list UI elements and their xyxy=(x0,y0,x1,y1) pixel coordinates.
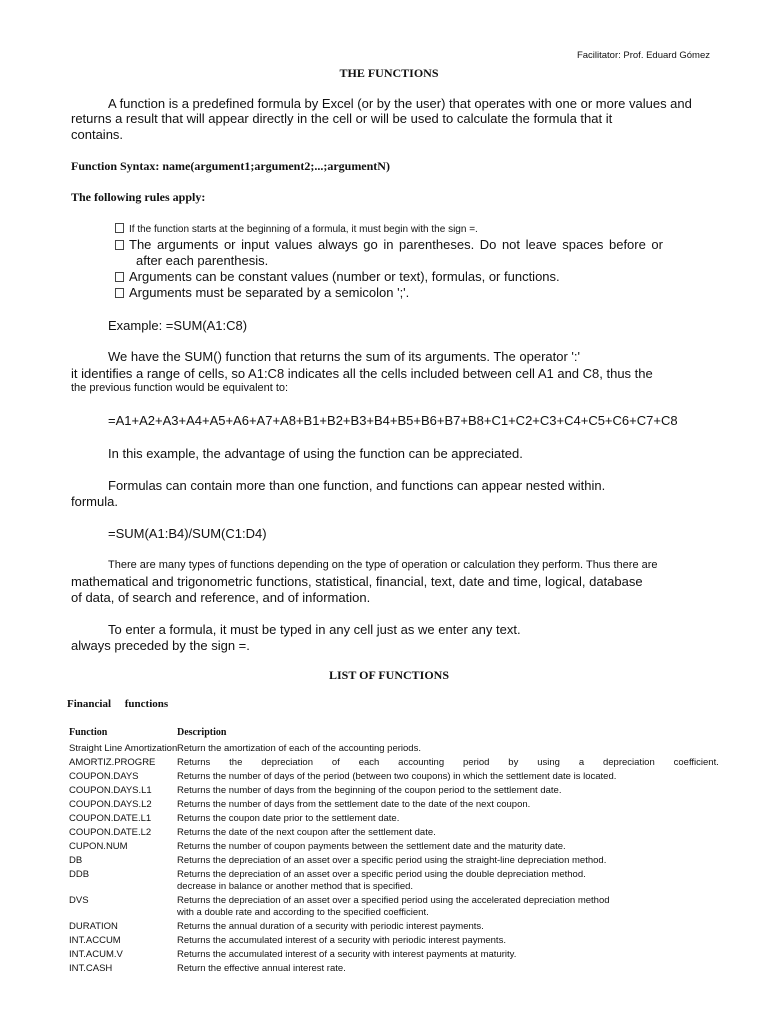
function-description: Returns the depreciation of an asset over a specific period using the straight-line depreciation method. xyxy=(177,855,607,866)
expanded-formula: =A1+A2+A3+A4+A5+A6+A7+A8+B1+B2+B3+B4+B5+B6+B7+B8+C1+C2+C3+C4+C5+C6+C7+C8 xyxy=(108,413,678,428)
rule-2-word: not xyxy=(501,237,521,252)
function-description: Returns the coupon date prior to the settlement date. xyxy=(177,813,400,824)
checkbox-bullet-icon xyxy=(115,272,124,282)
checkbox-bullet-icon xyxy=(115,223,124,233)
function-description: Returns the accumulated interest of a security with periodic interest payments. xyxy=(177,935,506,946)
description-word: each xyxy=(358,757,380,768)
function-name: INT.ACUM.V xyxy=(69,949,123,960)
function-description: Returns the depreciation of an asset over a specified period using the accelerated depreciation method xyxy=(177,895,610,906)
function-description: Returns the date of the next coupon after the settlement date. xyxy=(177,827,436,838)
intro-line-1: A function is a predefined formula by Excel (or by the user) that operates with one or more values and xyxy=(108,96,692,111)
sum-line-2: it identifies a range of cells, so A1:C8 indicates all the cells included between cell A1 and C8, thus the xyxy=(71,366,653,381)
description-word: the xyxy=(229,757,243,768)
description-word: depreciation xyxy=(602,757,655,768)
rules-heading: The following rules apply: xyxy=(71,190,206,204)
table-body xyxy=(69,743,719,975)
description-word: coefficient. xyxy=(673,757,719,768)
description-word: accounting xyxy=(398,757,445,768)
rule-2-word: leave xyxy=(525,237,557,252)
nested-line-2: formula. xyxy=(71,494,118,509)
functions-table xyxy=(69,727,719,975)
rule-2-word: The xyxy=(129,237,152,252)
enter-line-2: always preceded by the sign =. xyxy=(71,638,250,653)
function-name: CUPON.NUM xyxy=(69,841,128,852)
page-title: THE FUNCTIONS xyxy=(339,66,439,80)
rule-2-word: before xyxy=(608,237,646,252)
table-row xyxy=(69,855,719,867)
rule-2-word: spaces xyxy=(562,237,604,252)
description-word: period xyxy=(463,757,490,768)
function-name: INT.ACCUM xyxy=(69,935,121,946)
function-description-cont: with a double rate and according to the specified coefficient. xyxy=(177,907,429,918)
function-description: Returns the accumulated interest of a security with interest payments at maturity. xyxy=(177,949,517,960)
rule-item-1: If the function starts at the beginning of a formula, it must begin with the sign =. xyxy=(115,223,478,235)
sum-line-3: the previous function would be equivalent to: xyxy=(71,382,289,394)
table-row xyxy=(69,813,719,825)
table-row xyxy=(69,935,719,947)
table-row xyxy=(69,921,719,933)
rule-2-word: in xyxy=(383,237,394,252)
function-name: COUPON.DAYS xyxy=(69,771,139,782)
table-row xyxy=(69,771,719,783)
function-name: DDB xyxy=(69,869,90,880)
function-name: INT.CASH xyxy=(69,963,113,974)
function-description-cont: decrease in balance or another method that is specified. xyxy=(177,881,414,892)
nested-line-1: Formulas can contain more than one function, and functions can appear nested within. xyxy=(108,478,606,493)
rule-item-4: Arguments must be separated by a semicolon ';'. xyxy=(115,285,409,301)
function-name: AMORTIZ.PROGRE xyxy=(69,757,156,768)
function-name: DURATION xyxy=(69,921,118,932)
facilitator-note: Facilitator: Prof. Eduard Gómez xyxy=(576,50,710,61)
rule-2-word: Do xyxy=(479,237,497,252)
nested-example: =SUM(A1:B4)/SUM(C1:D4) xyxy=(108,526,267,541)
table-row xyxy=(69,785,719,797)
function-name: DVS xyxy=(69,895,89,906)
advantage-text: In this example, the advantage of using the function can be appreciated. xyxy=(108,446,523,461)
function-syntax: Function Syntax: name(argument1;argument2;...;argumentN) xyxy=(71,159,390,173)
table-row xyxy=(69,757,719,769)
financial-heading: Financial functions xyxy=(67,698,169,710)
description-word: by xyxy=(508,757,519,768)
intro-line-3: contains. xyxy=(71,127,124,142)
table-row xyxy=(69,949,719,961)
rule-item-2 xyxy=(115,237,663,253)
description-word: using xyxy=(537,757,560,768)
rule-2-word: always xyxy=(317,237,358,252)
function-description: Returns the number of days of the period (between two coupons) in which the settlement date is located. xyxy=(177,771,617,782)
description-word: a xyxy=(578,757,585,768)
checkbox-bullet-icon xyxy=(115,288,124,298)
types-line-3: of data, of search and reference, and of information. xyxy=(71,590,371,605)
types-line-2: mathematical and trigonometric functions, statistical, financial, text, date and time, logical, database xyxy=(71,574,643,589)
function-description: Returns the number of coupon payments between the settlement date and the maturity date. xyxy=(177,841,566,852)
table-row xyxy=(69,895,719,919)
table-row xyxy=(69,827,719,839)
function-name: COUPON.DAYS.L1 xyxy=(69,785,152,796)
col-description-header: Description xyxy=(177,727,227,738)
types-line-1: There are many types of functions depending on the type of operation or calculation they perform. Thus there are xyxy=(108,559,658,571)
rule-2-text xyxy=(129,237,663,253)
table-row xyxy=(69,963,719,975)
function-description: Returns the number of days from the beginning of the coupon period to the settlement date. xyxy=(177,785,562,796)
rule-2-word: input xyxy=(241,237,270,252)
function-description: Returns the annual duration of a security with periodic interest payments. xyxy=(177,921,484,932)
rule-2-word: or xyxy=(651,237,663,252)
rule-2-word: parentheses. xyxy=(399,237,475,252)
function-name: DB xyxy=(69,855,83,866)
rule-2-word: or xyxy=(223,237,236,252)
description-word: Returns xyxy=(177,757,211,768)
function-name: COUPON.DATE.L2 xyxy=(69,827,152,838)
function-description: Return the amortization of each of the accounting periods. xyxy=(177,743,421,754)
rule-2-word: arguments xyxy=(156,237,219,252)
rule-item-3: Arguments can be constant values (number or text), formulas, or functions. xyxy=(115,269,560,285)
rule-item-2-cont: after each parenthesis. xyxy=(136,253,269,268)
function-description: Returns the number of days from the settlement date to the date of the next coupon. xyxy=(177,799,531,810)
description-word: depreciation xyxy=(261,757,313,768)
function-description: Return the effective annual interest rate. xyxy=(177,963,346,974)
description-word: of xyxy=(331,757,340,768)
intro-line-2: returns a result that will appear directly in the cell or will be used to calculate the formula that it xyxy=(71,111,613,126)
function-name: COUPON.DATE.L1 xyxy=(69,813,152,824)
function-name: COUPON.DAYS.L2 xyxy=(69,799,152,810)
list-title: LIST OF FUNCTIONS xyxy=(328,668,450,682)
table-header xyxy=(69,727,719,741)
function-description: Returns the depreciation of an asset over a specific period using the double depreciation method. xyxy=(177,869,586,880)
col-function-header: Function xyxy=(69,727,108,738)
function-description xyxy=(177,757,719,769)
checkbox-bullet-icon xyxy=(115,240,124,250)
table-row xyxy=(69,799,719,811)
function-name: Straight Line Amortization xyxy=(69,743,178,754)
sum-line-1: We have the SUM() function that returns the sum of its arguments. The operator ':' xyxy=(108,349,580,364)
example-formula: Example: =SUM(A1:C8) xyxy=(108,318,248,333)
enter-line-1: To enter a formula, it must be typed in any cell just as we enter any text. xyxy=(108,622,521,637)
rule-2-word: go xyxy=(363,237,378,252)
rule-2-word: values xyxy=(274,237,313,252)
table-row xyxy=(69,841,719,853)
table-row xyxy=(69,743,719,755)
table-row xyxy=(69,869,719,893)
